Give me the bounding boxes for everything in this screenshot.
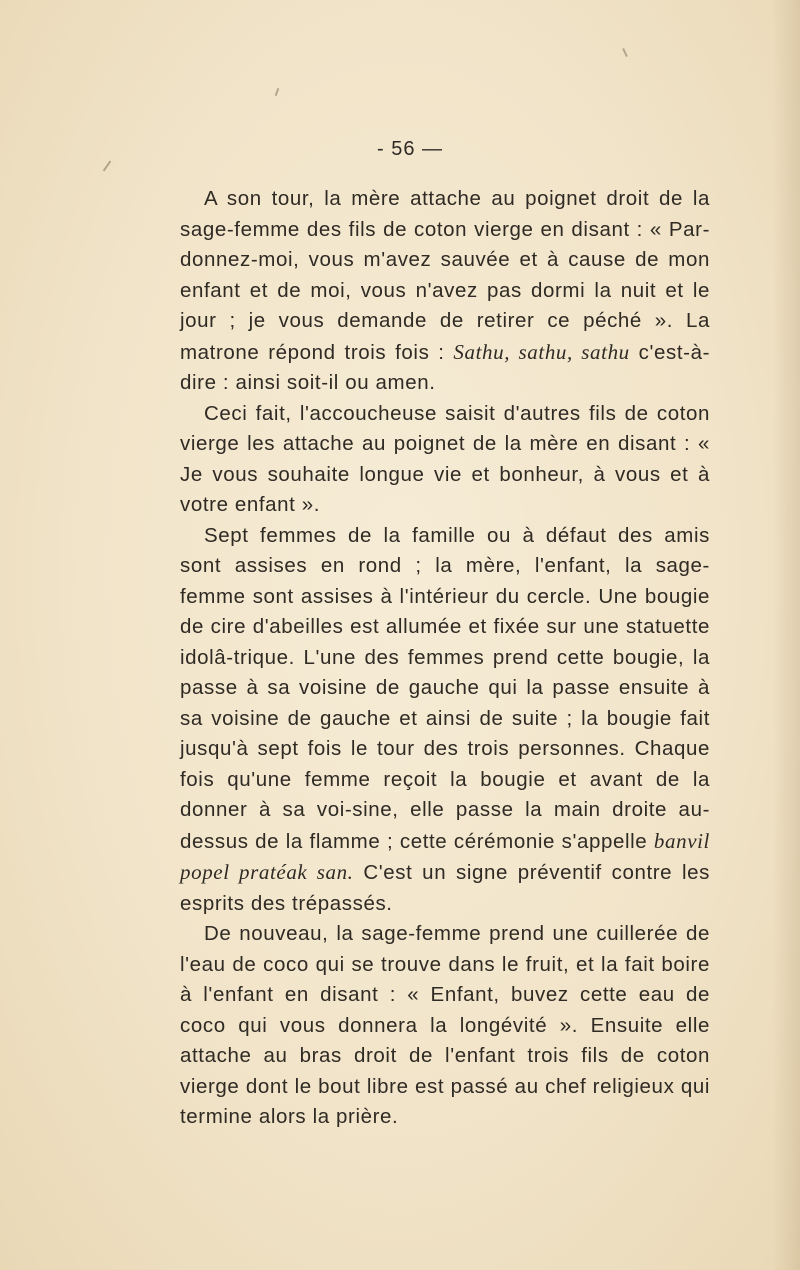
paragraph-text: C'est un signe préventif contre les esprits des trépassés. [180,861,710,915]
body-text [180,184,710,1133]
paragraph-text: De nouveau, la sage-femme prend une cuillerée de l'eau de coco qui se trouve dans le fruit, et la fait boire à l'enfant en disant : « Enfant, buvez cette eau de coco qui vous donnera la longévité ». Ensuite elle attache au bras droit de l'enfant trois fils de coton vierge dont le bout libre est passé au chef religieux qui termine alors la prière. [180,922,710,1128]
italic-term: Sathu, sathu, sathu [453,339,630,364]
paragraph-4 [180,919,710,1133]
paragraph-3 [180,521,710,920]
paragraph-text: Ceci fait, l'accoucheuse saisit d'autres fils de coton vierge les attache au poignet de la mère en disant : « Je vous souhaite longue vie et bonheur, à vous et à votre enfant ». [180,401,710,516]
paragraph-text: c'est-à-dire : ainsi soit-il ou amen. [180,340,710,394]
paragraph-text: A son tour, la mère attache au poignet droit de la sage-femme des fils de coton vierge en disant : « Par-donnez-moi, vous m'avez sauvée et à cause de mon enfant et de moi, vous n'avez pas dormi la nuit et le jour ; je vous demande de retirer ce péché ». La matrone répond trois fois : [180,187,710,364]
paper-speck [103,161,112,172]
paragraph-2 [180,399,710,521]
italic-term: banvil popel pratéak san. [180,828,710,884]
paper-speck [622,48,628,57]
page-number: - 56 — [376,138,444,160]
paragraph-1 [180,184,710,399]
paper-speck [275,88,280,96]
paragraph-text: Sept femmes de la famille ou à défaut des amis sont assises en rond ; la mère, l'enfant, la sage-femme sont assises à l'intérieur du cercle. Une bougie de cire d'abeilles est allumée et fixée sur une statuette idolâ-trique. L'une des femmes prend cette bougie, la passe à sa voisine de gauche qui la passe ensuite à sa voisine de gauche et ainsi de suite ; la bougie fait jusqu'à sept fois le tour des trois personnes. Chaque fois qu'une femme reçoit la bougie et avant de la donner à sa voi-sine, elle passe la main droite au-dessus de la flamme ; cette cérémonie s'appelle [180,523,710,853]
page-edge-shadow [772,0,800,1270]
